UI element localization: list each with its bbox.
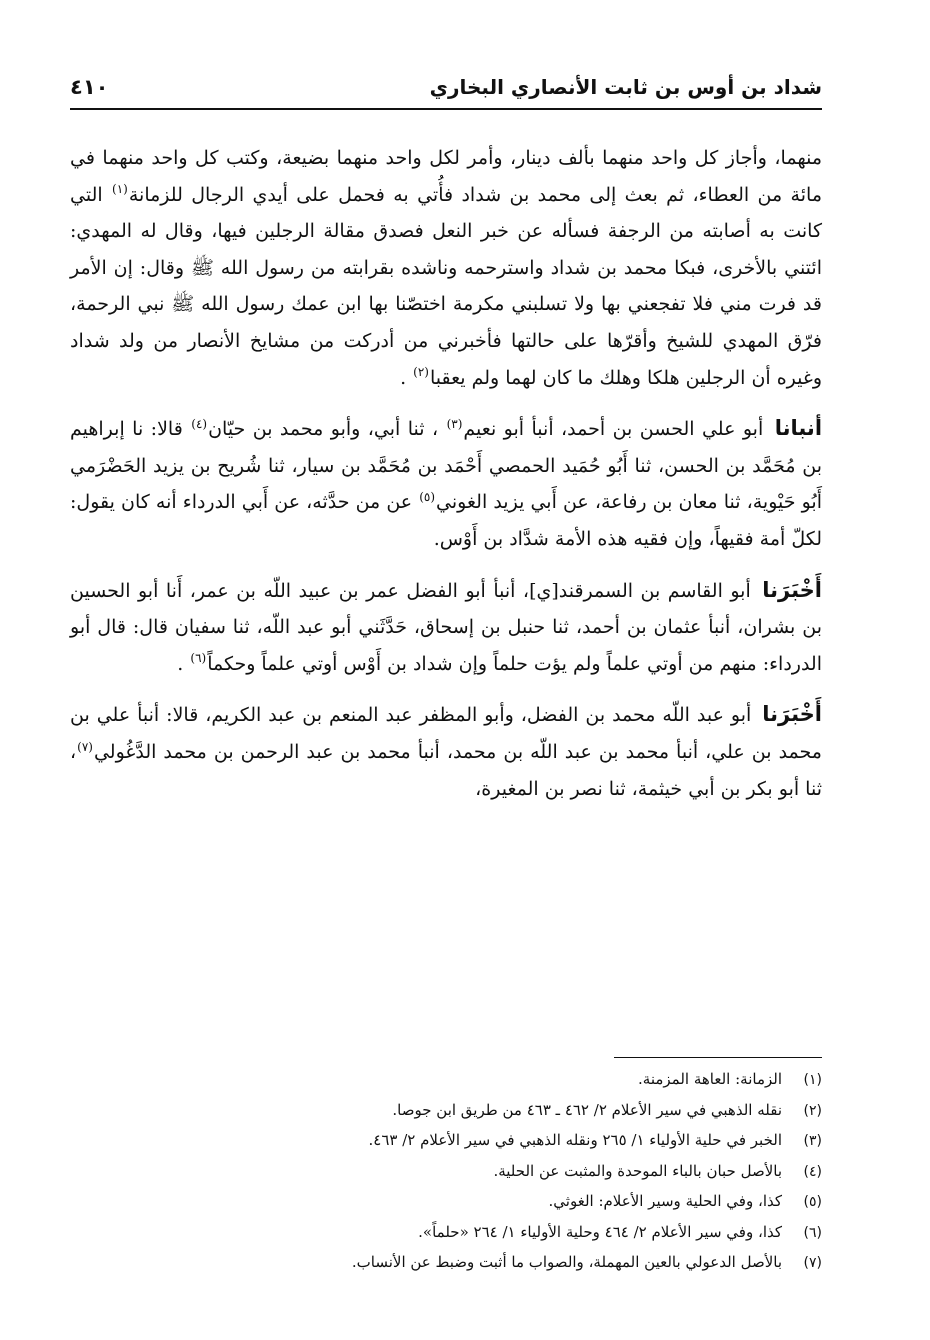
paragraph-lead-word: أَخْبَرَنا: [762, 577, 822, 602]
footnote-ref: (٧): [77, 739, 93, 754]
paragraph-text: .: [400, 366, 413, 389]
footnote-text: بالأصل حبان بالباء الموحدة والمثبت عن الحلية.: [493, 1161, 782, 1180]
paragraph-lead-word: أَخْبَرَنا: [762, 702, 822, 727]
paragraph: [70, 696, 822, 807]
footnote-number: (٧): [803, 1255, 822, 1271]
footnote-text: الزمانة: العاهة المزمنة.: [638, 1070, 782, 1088]
paragraph-text: أبو القاسم بن السمرقند[ي]، أنبأ أبو الفضل عمر بن عبيد اللّه بن عمر، أَنا أبو الحسين بن بشران، أنبأ عثمان بن أحمد، ثنا حنبل بن إسحاق، حَدَّثَني أبو عبد اللّه، ثنا سفيان قال: قال أبو الدرداء: منهم من أوتي علماً ولم يؤت حلماً وإن شداد بن أَوْس أوتي علماً وحكماً: [70, 579, 822, 675]
footnote-text: نقله الذهبي في سير الأعلام ٢/ ٤٦٢ ـ ٤٦٣ من طريق ابن جوصا.: [392, 1100, 782, 1119]
paragraph-text: ، ثنا أبو بكر بن أبي خيثمة، ثنا نصر بن المغيرة،: [70, 740, 822, 800]
footnote-ref: (١): [112, 182, 128, 197]
footnote: [90, 1157, 822, 1188]
footnote-ref: (٥): [419, 490, 436, 505]
footnote-text: كذا، وفي الحلية وسير الأعلام: الغوثي.: [548, 1192, 782, 1210]
paragraph-text: أبو عبد اللّه محمد بن الفضل، وأبو المظفر عبد المنعم بن عبد الكريم، قالا: أنبأ علي بن محمد بن علي، أنبأ محمد بن عبد اللّه بن محمد، أنبأ محمد بن عبد الرحمن بن محمد الدَّغُولي: [70, 704, 822, 763]
footnote-number: (٤): [803, 1163, 822, 1180]
footnote-ref: (٦): [190, 651, 207, 666]
footnote-text: بالأصل الدعولي بالعين المهملة، والصواب ما أثبت وضبط عن الأنساب.: [351, 1253, 782, 1271]
paragraph-text: ، ثنا أبي، وأبو محمد بن حيّان: [208, 418, 446, 441]
paragraph-text: عن من حدَّثه، عن أَبي الدرداء أنه كان يقول: لكلّ أمة فقيهاً، وإن فقيه هذه الأمة شدَّاد بن أَوْس.: [70, 491, 822, 550]
footnote: [90, 1096, 822, 1127]
footnote-divider: [614, 1057, 822, 1058]
running-title: شداد بن أوس بن ثابت الأنصاري البخاري: [429, 75, 822, 99]
footnote-ref: (٤): [191, 416, 208, 431]
paragraph: [70, 140, 822, 396]
paragraph-text: منهما، وأجاز كل واحد منهما بألف دينار، وأمر لكل واحد منهما بضيعة، وكتب كل واحد منهما في مائة من العطاء، ثم بعث إلى محمد بن شداد فأُتي به فحمل على أيدي الرجال للزمانة: [70, 147, 822, 206]
footnote-text: كذا، وفي سير الأعلام ٢/ ٤٦٤ وحلية الأولياء ١/ ٢٦٤ «حلماً».: [418, 1222, 782, 1241]
footnote-number: (٦): [803, 1224, 822, 1241]
footnote-text: الخبر في حلية الأولياء ١/ ٢٦٥ ونقله الذهبي في سير الأعلام ٢/ ٤٦٣.: [368, 1131, 782, 1149]
footnote-number: (٢): [803, 1102, 822, 1119]
main-text: [70, 140, 822, 821]
footnote-ref: (٢): [413, 365, 429, 380]
footnotes: [90, 1065, 822, 1279]
paragraph-text: قالا: نا إبراهيم بن مُحَمَّد بن الحسن، ثنا أَبُو حُمَيد الحمصي أَحْمَد بن مُحَمَّد بن سيار، ثنا شُريح بن يزيد الحَضْرَمي أَبُو حَيْوية، ثنا معان بن رفاعة، عن أَبي يزيد الغوني: [70, 418, 822, 514]
paragraph: [70, 572, 822, 683]
paragraph-text: .: [177, 652, 190, 675]
paragraph-lead-word: أنبانا: [774, 416, 823, 441]
page-header: [70, 66, 822, 110]
footnote-number: (٣): [803, 1133, 822, 1149]
paragraph-text: أبو علي الحسن بن أحمد، أنبأ أبو نعيم: [463, 418, 771, 441]
footnote: [90, 1248, 822, 1279]
footnote: [90, 1065, 822, 1096]
paragraph-text: التي كانت به أصابته من الرجفة فسأله عن خبر النعل فصدق مقالة الرجلين فيها، وقال له المهدي: ائتني بالأخرى، فبكا محمد بن شداد واسترحمه وناشده بقرابته من رسول الله ﷺ وقال: إن الأمر قد فرت مني فلا تفجعني بها ولا تسلبني مكرمة اختصّنا بها ابن عمك رسول الله ﷺ نبي الرحمة، فرّق المهدي للشيخ وأقرّها على حالتها فأخبرني من أدركت من مشايخ الأنصار من ولد شداد وغيره أن الرجلين هلكا وهلك ما كان لهما ولم يعقبا: [70, 183, 822, 389]
footnote: [90, 1187, 822, 1218]
footnote-ref: (٣): [446, 416, 463, 431]
footnote-number: (١): [803, 1072, 822, 1088]
footnote: [90, 1218, 822, 1249]
page-number: ٤١٠: [70, 75, 109, 99]
footnote-number: (٥): [803, 1194, 822, 1210]
paragraph: [70, 410, 822, 557]
footnote: [90, 1126, 822, 1157]
